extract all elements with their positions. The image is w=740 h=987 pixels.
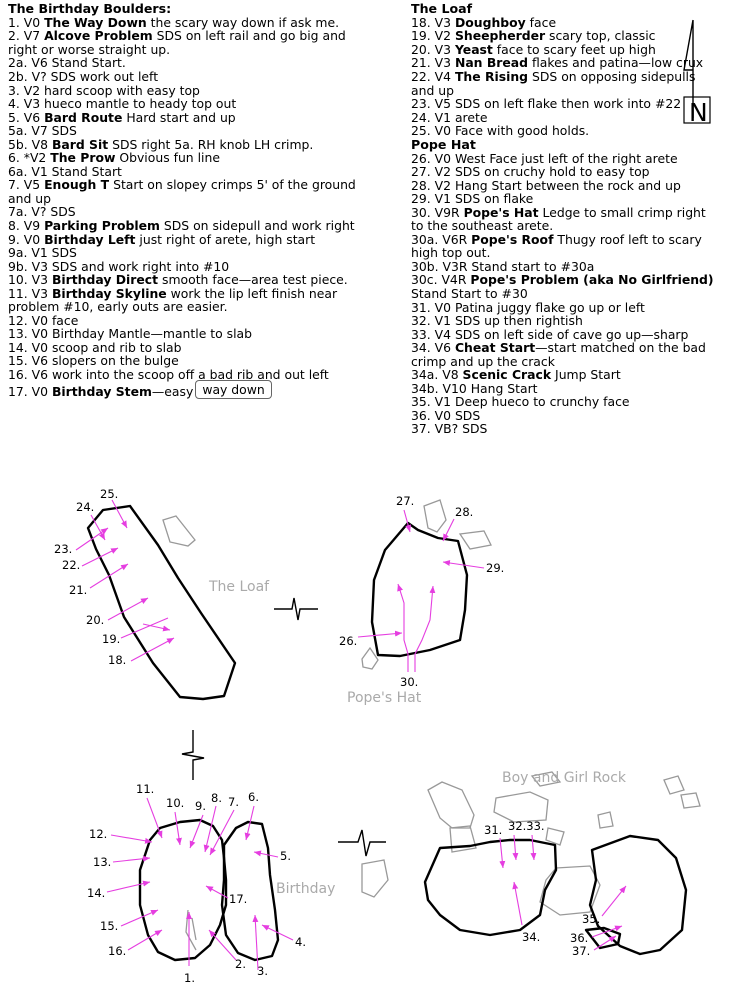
area-label-pope-hat: Pope's Hat (347, 690, 422, 706)
route-line: 22. V4 The Rising SDS on opposing sidepulls and up (411, 68, 696, 98)
loaf-small-rock (163, 516, 195, 546)
route-label: 9. (195, 799, 206, 813)
route-line: 24. V1 arete (411, 109, 488, 125)
route-label: 36. (570, 931, 589, 945)
route-line: 21. V3 Nan Bread flakes and patina—low crux (411, 55, 704, 71)
north-arrow-icon (684, 20, 710, 127)
route-label: 19. (102, 632, 121, 646)
area-label-loaf: The Loaf (209, 579, 270, 595)
loaf-labels (54, 487, 126, 667)
route-label: 26. (339, 634, 358, 648)
route-label: 22. (62, 558, 81, 572)
route-line: 23. V5 SDS on left flake then work into #22 (411, 96, 682, 112)
route-line: 7. V5 Enough T Start on slopey crimps 5' of the ground and up (8, 177, 356, 206)
route-label: 4. (295, 935, 306, 949)
pope-hat-small-rock-2 (460, 531, 491, 549)
route-label: 5. (280, 849, 291, 863)
pope-hat-labels (339, 494, 504, 689)
route-label: 23. (54, 542, 73, 556)
route-line: 30. V9R Pope's Hat Ledge to small crimp right to the southeast arete. (411, 204, 706, 234)
route-line: 30a. V6R Pope's Roof Thugy roof left to scary high top out. (411, 231, 702, 261)
break-symbol-icon (274, 598, 318, 620)
route-label: 24. (76, 500, 95, 514)
route-label: 20. (86, 613, 105, 627)
section-heading: The Loaf (411, 1, 473, 16)
route-line: 6a. V1 Stand Start (8, 163, 122, 179)
route-label: 12. (89, 827, 108, 841)
route-label: 17. (229, 892, 248, 906)
way-down-box: way down (195, 380, 271, 399)
area-label-birthday: Birthday (276, 881, 336, 897)
route-label: 25. (100, 487, 119, 501)
route-line: 5b. V8 Bard Sit SDS right 5a. RH knob LH crimp. (8, 136, 314, 152)
route-label: 28. (455, 505, 474, 519)
route-line: 5a. V7 SDS (8, 123, 77, 139)
route-line: 9. V0 Birthday Left just right of arete, high start (8, 231, 316, 247)
route-line: 34. V6 Cheat Start—start matched on the bad crimp and up the crack (411, 340, 706, 369)
route-line: 18. V3 Doughboy face (411, 14, 557, 30)
route-label: 18. (108, 653, 127, 667)
route-label: 2. (235, 957, 246, 971)
route-line: 7a. V? SDS (8, 204, 76, 220)
route-line: 1. V0 The Way Down the scary way down if ask me. (8, 14, 340, 30)
route-label: 21. (69, 583, 88, 597)
route-line: 8. V9 Parking Problem SDS on sidepull and work right (8, 218, 355, 233)
break-symbol-icon (338, 830, 386, 856)
birthday-small-rock (362, 860, 388, 897)
route-line: 11. V3 Birthday Skyline work the lip left finish near problem #10, early outs are easier. (8, 285, 338, 315)
route-line: 17. V0 Birthday Stem—easy way down (8, 382, 363, 401)
route-line: 20. V3 Yeast face to scary feet up high (411, 41, 656, 57)
route-line: 5. V6 Bard Route Hard start and up (8, 109, 236, 125)
route-label: 1. (184, 971, 195, 985)
route-line: 19. V2 Sheepherder scary top, classic (411, 28, 656, 44)
list-heading: The Birthday Boulders: (8, 1, 172, 16)
route-label: 13. (93, 855, 112, 869)
route-label: 11. (136, 782, 155, 796)
loaf-boulder (88, 506, 235, 699)
route-line: 34a. V8 Scenic Crack Jump Start (411, 367, 621, 383)
north-letter: N (689, 98, 708, 127)
birthday-arrows (107, 798, 293, 970)
route-label: 14. (87, 886, 106, 900)
route-line: 2a. V6 Stand Start. (8, 55, 126, 71)
route-line: 4. V3 hueco mantle to heady top out (8, 96, 237, 112)
route-label: 8. (211, 791, 222, 805)
route-line: 35. V1 Deep hueco to crunchy face (411, 394, 630, 410)
route-label: 27. (396, 494, 415, 508)
route-label: 6. (248, 790, 259, 804)
route-label: 16. (108, 944, 127, 958)
route-line: 32. V1 SDS up then rightish (411, 313, 583, 329)
route-line: 6. *V2 The Prow Obvious fun line (8, 150, 220, 166)
route-line: 27. V2 SDS on cruchy hold to easy top (411, 164, 650, 180)
route-label: 31. (484, 823, 503, 837)
route-label: 3. (257, 964, 268, 978)
route-line: 36. V0 SDS (411, 407, 481, 423)
section-heading: Pope Hat (411, 136, 476, 152)
route-line: 30c. V4R Pope's Problem (aka No Girlfriend) Stand Start to #30 (411, 272, 714, 301)
route-line: 37. VB? SDS (411, 421, 488, 437)
boy-girl-gray-rocks (428, 772, 700, 915)
route-line: 9a. V1 SDS (8, 245, 77, 261)
route-line: 30b. V3R Stand start to #30a (411, 258, 595, 274)
route-label: 29. (486, 561, 505, 575)
girl-rock (590, 836, 686, 954)
route-line: 34b. V10 Hang Start (411, 380, 538, 396)
route-line: 3. V2 hard scoop with easy top (8, 82, 200, 98)
route-label: 34. (522, 930, 541, 944)
route-label: 35. (582, 912, 601, 926)
route-line: 25. V0 Face with good holds. (411, 123, 590, 139)
route-label: 32.33. (508, 819, 545, 833)
route-line: 2. V7 Alcove Problem SDS on left rail and go big and right or worse straight up. (8, 28, 346, 57)
route-line: 10. V3 Birthday Direct smooth face—area test piece. (8, 272, 348, 288)
route-line: 12. V0 face (8, 312, 79, 328)
route-label: 37. (572, 944, 591, 958)
birthday-crack (186, 910, 196, 950)
route-line: 31. V0 Patina juggy flake go up or left (411, 299, 645, 315)
area-label-boy-girl: Boy and Girl Rock (502, 770, 626, 786)
route-label: 15. (100, 919, 119, 933)
route-line: 14. V0 scoop and rib to slab (8, 339, 182, 355)
route-label: 7. (228, 795, 239, 809)
birthday-boulder-right (222, 822, 278, 960)
pope-hat-small-rock-1 (424, 500, 446, 532)
pope-hat-boulder (372, 523, 467, 656)
break-symbol-icon (182, 730, 204, 780)
route-line: 29. V1 SDS on flake (411, 191, 534, 207)
route-label: 10. (166, 796, 185, 810)
route-line: 9b. V3 SDS and work right into #10 (8, 258, 230, 274)
route-label: 30. (400, 675, 419, 689)
route-line: 26. V0 West Face just left of the right arete (411, 150, 678, 166)
route-line: 15. V6 slopers on the bulge (8, 353, 179, 369)
route-line: 2b. V? SDS work out left (8, 68, 159, 84)
route-line: 28. V2 Hang Start between the rock and up (411, 177, 681, 193)
route-line: 16. V6 work into the scoop off a bad rib and out left (8, 367, 329, 383)
route-line: 13. V0 Birthday Mantle—mantle to slab (8, 326, 252, 342)
boy-rock (425, 840, 556, 935)
pope-hat-small-rock-3 (362, 648, 378, 669)
route-line: 33. V4 SDS on left side of cave go up—sharp (411, 326, 689, 342)
